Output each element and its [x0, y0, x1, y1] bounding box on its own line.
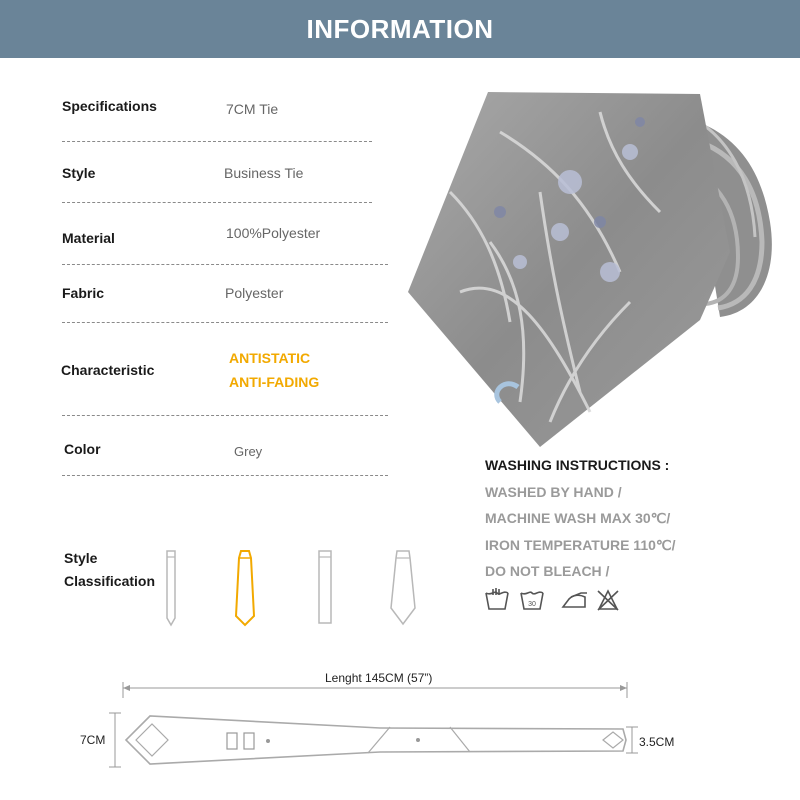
spec-label-specifications: Specifications — [62, 98, 157, 114]
style-option-square[interactable] — [310, 548, 340, 628]
wash-instruction-line: MACHINE WASH MAX 30℃/ — [485, 510, 671, 526]
divider — [62, 322, 388, 323]
spec-value-color: Grey — [234, 444, 263, 459]
divider — [62, 264, 388, 265]
spec-label-color: Color — [64, 441, 101, 457]
tie-product-photo — [400, 72, 800, 457]
divider — [62, 415, 388, 416]
washing-icons — [483, 585, 623, 613]
spec-value-material: 100%Polyester — [226, 225, 321, 241]
page-title: INFORMATION — [0, 0, 800, 58]
style-option-slim[interactable] — [157, 548, 187, 628]
machine-wash-temp: 30 — [528, 601, 536, 608]
spec-value-style: Business Tie — [224, 165, 304, 181]
style-option-business-selected[interactable] — [230, 548, 260, 628]
wash-instruction-line: DO NOT BLEACH / — [485, 563, 610, 579]
spec-label-style: Style — [62, 165, 96, 181]
spec-value-fabric: Polyester — [225, 285, 284, 301]
spec-value-antistatic: ANTISTATIC — [229, 350, 311, 366]
spec-label-fabric: Fabric — [62, 285, 105, 301]
spec-label-characteristic: Characteristic — [61, 362, 155, 378]
no-bleach-icon — [598, 591, 618, 610]
tie-length-label: Lenght 145CM (57”) — [325, 671, 433, 685]
wash-instruction-line: IRON TEMPERATURE 110℃/ — [485, 537, 676, 553]
spec-value-anti-fading: ANTI-FADING — [229, 374, 320, 390]
wash-instruction-line: WASHED BY HAND / — [485, 484, 622, 500]
divider — [62, 475, 388, 476]
style-classification-label: Classification — [64, 573, 156, 589]
tie-narrow-end-label: 3.5CM — [639, 735, 675, 749]
spec-label-material: Material — [62, 230, 115, 246]
divider — [62, 141, 372, 142]
hand-wash-icon — [486, 588, 508, 609]
style-classification-label: Style — [64, 550, 98, 566]
tie-wide-end-label: 7CM — [80, 733, 106, 747]
washing-instructions-title: WASHING INSTRUCTIONS : — [485, 457, 670, 473]
spec-value-specifications: 7CM Tie — [226, 101, 279, 117]
iron-icon — [563, 593, 587, 607]
divider — [62, 202, 372, 203]
tie-dimension-diagram — [70, 665, 720, 775]
style-option-wide[interactable] — [388, 548, 418, 628]
